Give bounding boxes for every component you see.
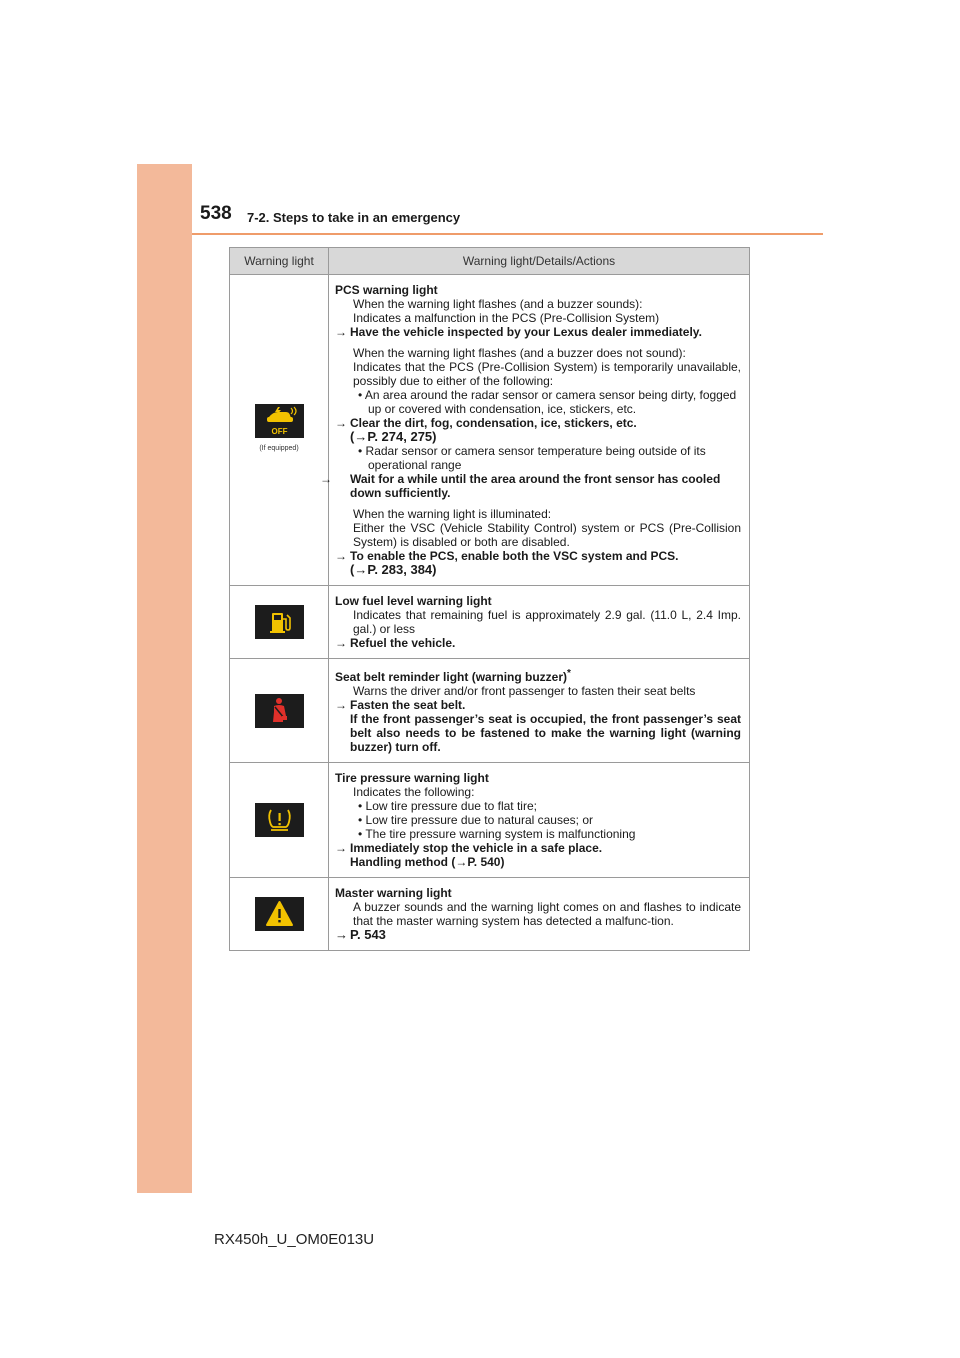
pcs-line-4: Indicates that the PCS (Pre-Collision System) is temporarily unavailable, possibly due to either of the following:	[353, 360, 741, 388]
side-tab-bar	[137, 164, 192, 1193]
fuel-title: Low fuel level warning light	[335, 594, 492, 608]
pcs-off-label: OFF	[271, 427, 287, 436]
table-row-fuel	[230, 586, 750, 659]
master-line-1: A buzzer sounds and the warning light comes on and flashes to indicate that the master warning system has detected a malfunc-tion.	[353, 900, 741, 928]
pcs-action-4: → To enable the PCS, enable both the VSC system and PCS.	[335, 549, 679, 563]
details-cell	[320, 275, 750, 586]
tire-title: Tire pressure warning light	[335, 771, 489, 785]
seat-belt-icon	[255, 694, 304, 728]
table-row-master	[230, 878, 750, 951]
fuel-pump-icon	[255, 605, 304, 639]
details-cell	[329, 586, 750, 659]
fuel-action-1: → Refuel the vehicle.	[335, 636, 456, 650]
tire-bullet-3: • The tire pressure warning system is malfunctioning	[358, 827, 636, 841]
warning-light-table	[229, 247, 750, 951]
if-equipped-note: (If equipped)	[259, 445, 299, 452]
header-details: Warning light/Details/Actions	[329, 248, 750, 275]
belt-title: Seat belt reminder light (warning buzzer)*	[335, 668, 571, 684]
header-rule	[192, 233, 823, 235]
belt-line-1: Warns the driver and/or front passenger to fasten their seat belts	[353, 684, 696, 698]
page-number: 538	[200, 203, 232, 224]
pcs-title: PCS warning light	[335, 283, 438, 297]
tire-bullet-2: • Low tire pressure due to natural causes; or	[358, 813, 593, 827]
icon-cell	[230, 275, 329, 586]
master-title: Master warning light	[335, 886, 452, 900]
header-warning-light: Warning light	[230, 248, 329, 275]
tire-bullet-1: • Low tire pressure due to flat tire;	[358, 799, 537, 813]
master-action-1: → P. 543	[335, 927, 386, 942]
belt-action-1b: If the front passenger’s seat is occupied, the front passenger’s seat belt also needs to be fastened to make the warning light (warning buzzer) turn off.	[350, 712, 741, 754]
tire-action-1: → Immediately stop the vehicle in a safe place.	[335, 841, 603, 855]
tire-line-1: Indicates the following:	[353, 785, 475, 799]
table-row-tire	[230, 763, 750, 878]
table-header-row	[230, 248, 750, 275]
manual-code: RX450h_U_OM0E013U	[214, 1231, 375, 1248]
section-title: 7-2. Steps to take in an emergency	[247, 210, 461, 225]
table-row-seat-belt	[230, 659, 750, 763]
pcs-line-1: When the warning light flashes (and a buzzer sounds):	[353, 297, 643, 311]
pcs-action-1: → Have the vehicle inspected by your Lexus dealer immediately.	[335, 325, 702, 339]
pcs-bullet-1: • An area around the radar sensor or camera sensor being dirty, fogged up or covered with condensation, ice, stickers, etc.	[358, 388, 737, 416]
icon-cell	[230, 878, 329, 951]
pcs-line-3: When the warning light flashes (and a buzzer does not sound):	[353, 346, 686, 360]
fuel-line-1: Indicates that remaining fuel is approximately 2.9 gal. (11.0 L, 2.4 Imp. gal.) or less	[353, 608, 741, 636]
pcs-line-2: Indicates a malfunction in the PCS (Pre-Collision System)	[353, 311, 660, 325]
pcs-bullet-2: • Radar sensor or camera sensor temperature being outside of its operational range	[358, 444, 706, 472]
pcs-line-5: When the warning light is illuminated:	[353, 507, 552, 521]
pcs-off-icon	[255, 404, 304, 438]
tire-action-1b: Handling method (→P. 540)	[350, 855, 505, 869]
details-cell	[329, 763, 750, 878]
icon-cell	[230, 763, 329, 878]
pcs-line-6: Either the VSC (Vehicle Stability Control) system or PCS (Pre-Collision System) is disabled or both are disabled.	[353, 521, 741, 549]
pcs-action-3: → Wait for a while until the area around the front sensor has cooled down sufficiently.	[320, 472, 721, 500]
pcs-ref-2: (→P. 274, 275)	[350, 429, 437, 444]
master-warning-icon	[255, 897, 304, 931]
icon-cell	[230, 659, 329, 763]
belt-footnote-star: *	[567, 668, 571, 679]
details-cell	[329, 659, 750, 763]
table-row-pcs	[230, 275, 750, 586]
icon-cell	[230, 586, 329, 659]
tire-pressure-icon	[255, 803, 304, 837]
details-cell	[329, 878, 750, 951]
pcs-ref-4: (→P. 283, 384)	[350, 562, 437, 577]
belt-action-1: → Fasten the seat belt.	[335, 698, 466, 712]
pcs-action-2: → Clear the dirt, fog, condensation, ice, stickers, etc.	[335, 416, 637, 430]
